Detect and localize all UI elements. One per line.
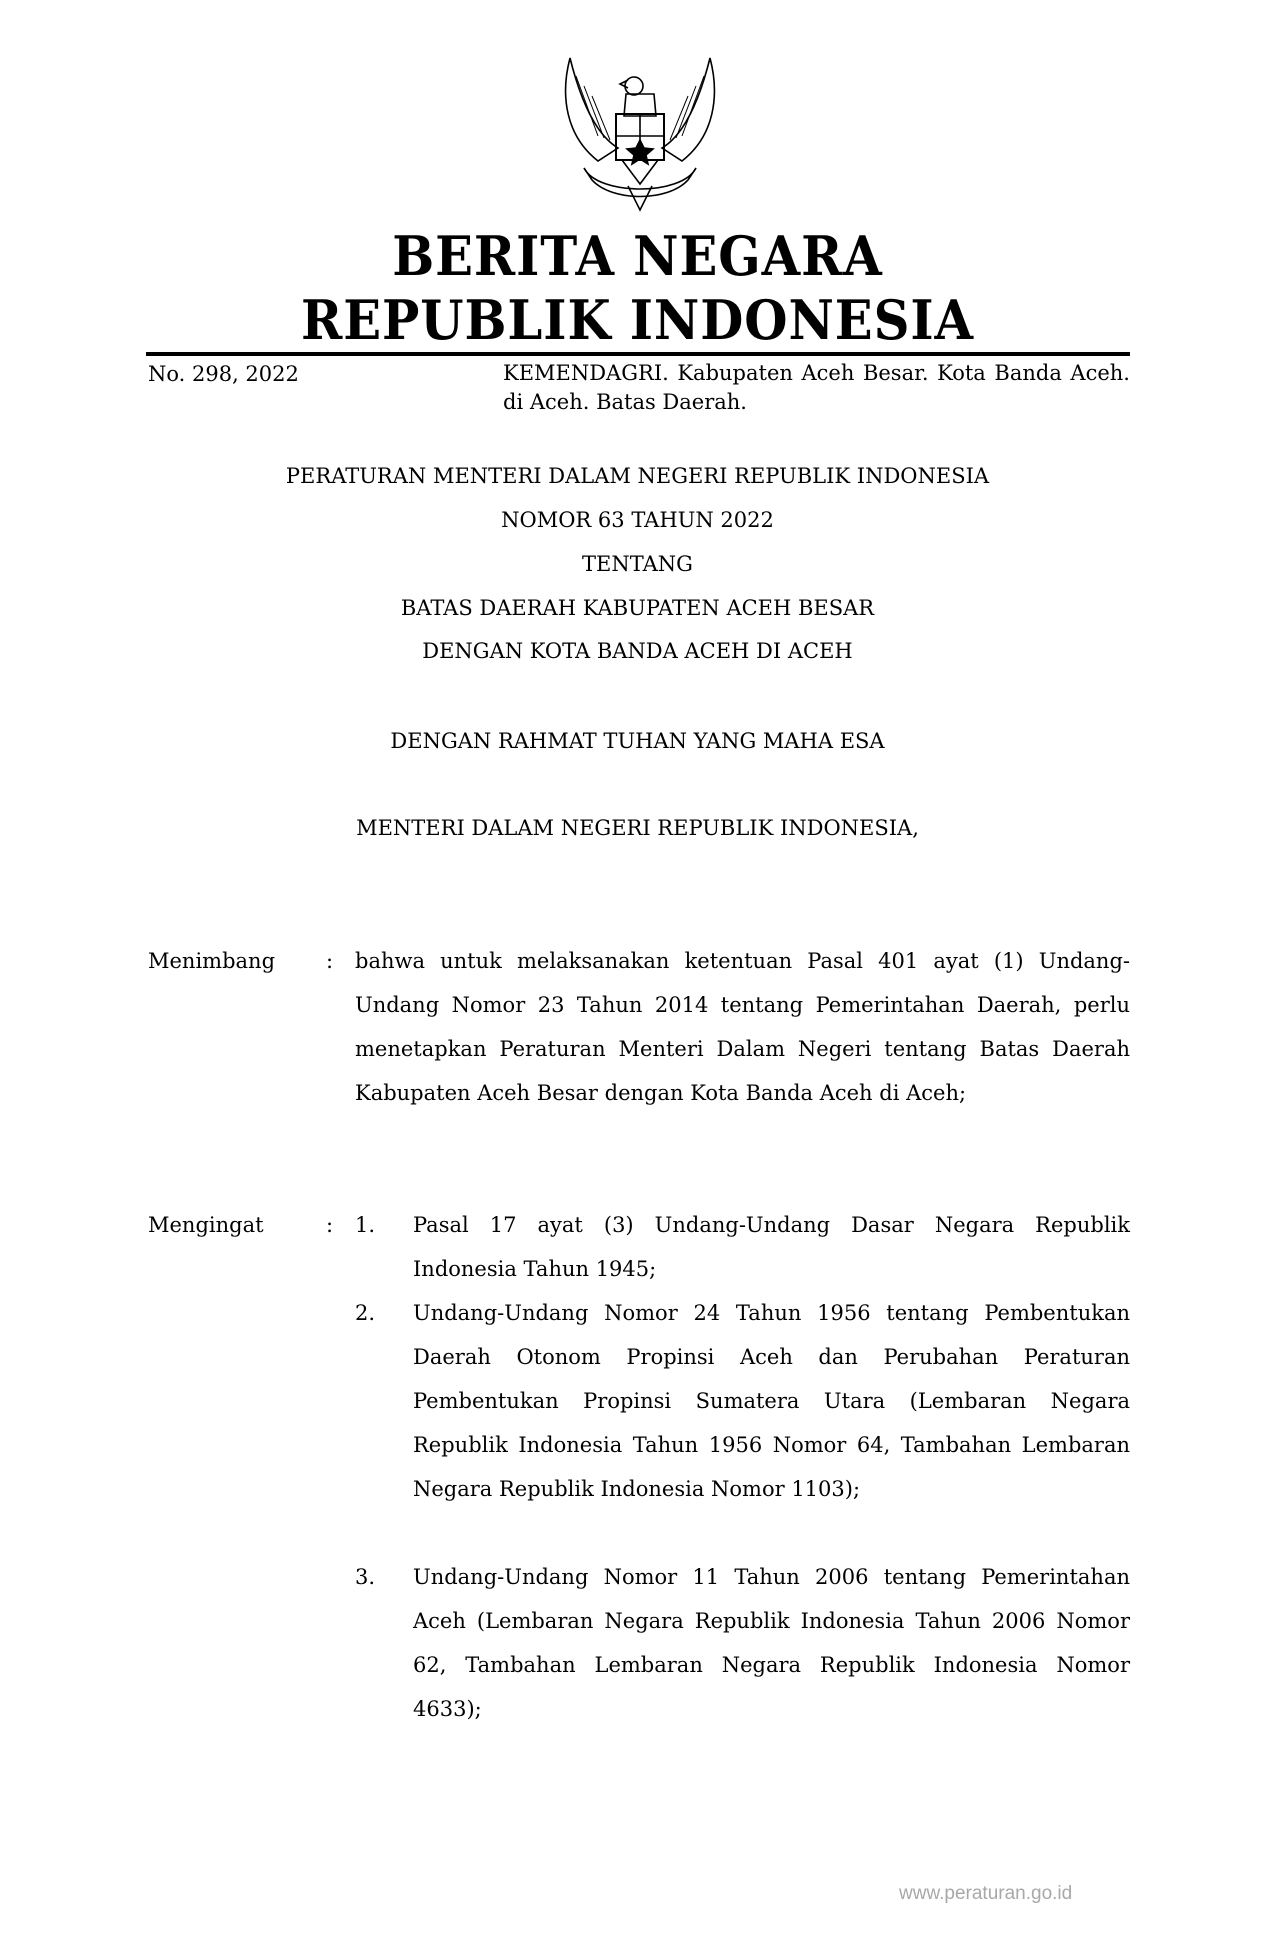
menimbang-label: Menimbang: [148, 949, 276, 973]
authority: MENTERI DALAM NEGERI REPUBLIK INDONESIA,: [356, 816, 919, 840]
gazette-title-line2: REPUBLIK INDONESIA: [301, 288, 974, 352]
title-divider: [146, 352, 1130, 356]
garuda-emblem: [558, 56, 722, 212]
menimbang-text: bahwa untuk melaksanakan ketentuan Pasal 401 ayat (1) Undang-Undang Nomor 23 Tahun 2014 tentang Pemerintahan Daerah, perlu menetapkan Peraturan Menteri Dalam Negeri tentang Batas Daerah Kabupaten Aceh Besar dengan Kota Banda Aceh di Aceh;: [355, 949, 1130, 1105]
mengingat-item-number: 3.: [355, 1565, 376, 1589]
regulation-subject-line1: BATAS DAERAH KABUPATEN ACEH BESAR: [400, 596, 875, 620]
gazette-subject: KEMENDAGRI. Kabupaten Aceh Besar. Kota Banda Aceh. di Aceh. Batas Daerah.: [503, 361, 1130, 414]
mengingat-item-text: Undang-Undang Nomor 11 Tahun 2006 tentang Pemerintahan Aceh (Lembaran Negara Republik Indonesia Tahun 2006 Nomor 62, Tambahan Lembaran Negara Republik Indonesia Nomor 4633);: [413, 1565, 1130, 1721]
gazette-title-line1: BERITA NEGARA: [392, 224, 883, 288]
mengingat-item-text: Undang-Undang Nomor 24 Tahun 1956 tentang Pembentukan Daerah Otonom Propinsi Aceh dan Perubahan Peraturan Pembentukan Propinsi Sumatera Utara (Lembaran Negara Republik Indonesia Tahun 1956 Nomor 64, Tambahan Lembaran Negara Republik Indonesia Nomor 1103);: [413, 1301, 1130, 1501]
watermark-url: www.peraturan.go.id: [899, 1883, 1073, 1904]
mengingat-item-number: 2.: [355, 1301, 376, 1325]
invocation: DENGAN RAHMAT TUHAN YANG MAHA ESA: [390, 729, 885, 753]
regulation-number: NOMOR 63 TAHUN 2022: [501, 508, 774, 532]
regulation-subject-line2: DENGAN KOTA BANDA ACEH DI ACEH: [422, 639, 853, 663]
regulation-title: PERATURAN MENTERI DALAM NEGERI REPUBLIK INDONESIA: [285, 464, 990, 488]
mengingat-item-text: Pasal 17 ayat (3) Undang-Undang Dasar Negara Republik Indonesia Tahun 1945;: [413, 1213, 1130, 1281]
regulation-about: TENTANG: [582, 552, 693, 576]
menimbang-colon: :: [326, 949, 334, 973]
mengingat-colon: :: [326, 1213, 334, 1237]
mengingat-label: Mengingat: [148, 1213, 264, 1237]
mengingat-item-number: 1.: [355, 1213, 376, 1237]
gazette-number: No. 298, 2022: [148, 362, 299, 386]
